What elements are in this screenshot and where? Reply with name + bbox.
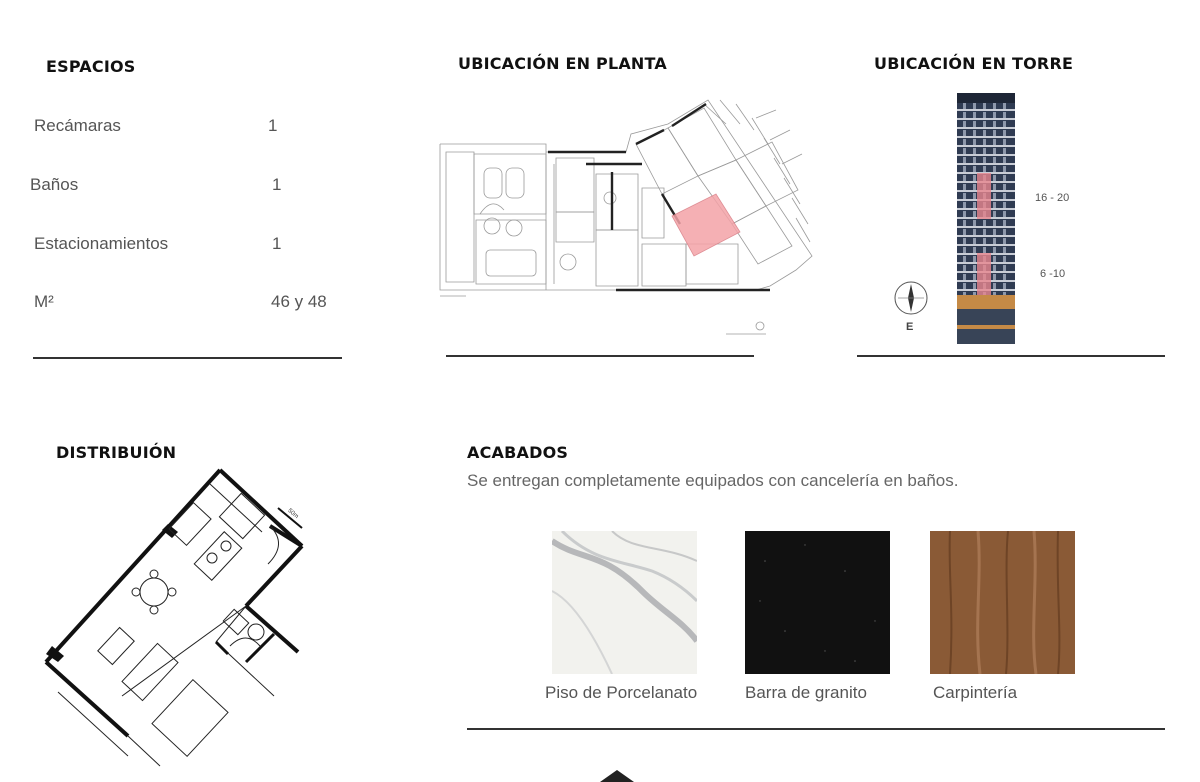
m2-value: 46 y 48 (271, 292, 327, 311)
espacios-divider (33, 357, 342, 359)
acabados-title: ACABADOS (467, 443, 569, 462)
planta-divider (446, 355, 754, 357)
acabados-divider (467, 728, 1165, 730)
banos-value: 1 (272, 175, 282, 194)
tower-range-lower: 6 -10 (1040, 268, 1066, 280)
tower-range-upper: 16 - 20 (1035, 192, 1070, 204)
porcelanato-swatch (552, 531, 697, 674)
dimension-label: 50m (286, 507, 300, 521)
m2-label: M² (34, 292, 54, 311)
highlighted-unit (672, 194, 740, 256)
recamaras-value: 1 (268, 116, 278, 135)
carpinteria-label: Carpintería (933, 683, 1018, 702)
site-plan-image (436, 94, 814, 342)
estacionamientos-value: 1 (272, 234, 282, 253)
torre-title: UBICACIÓN EN TORRE (874, 54, 1074, 73)
compass-label: E (906, 321, 914, 333)
tower-elevation-image (955, 93, 1017, 344)
banos-label: Baños (30, 175, 79, 194)
porcelanato-label: Piso de Porcelanato (545, 683, 698, 702)
unit-floorplan-image (40, 466, 320, 779)
planta-title: UBICACIÓN EN PLANTA (458, 54, 667, 73)
acabados-description: Se entregan completamente equipados con cancelería en baños. (467, 471, 959, 490)
recamaras-label: Recámaras (34, 116, 121, 135)
compass-icon (892, 280, 930, 318)
distribucion-title: DISTRIBUIÓN (56, 443, 177, 462)
espacios-title: ESPACIOS (46, 57, 136, 76)
estacionamientos-label: Estacionamientos (34, 234, 169, 253)
logo-icon (600, 770, 634, 782)
torre-divider (857, 355, 1165, 357)
granito-label: Barra de granito (745, 683, 867, 702)
granito-swatch (745, 531, 890, 674)
carpinteria-swatch (930, 531, 1075, 674)
